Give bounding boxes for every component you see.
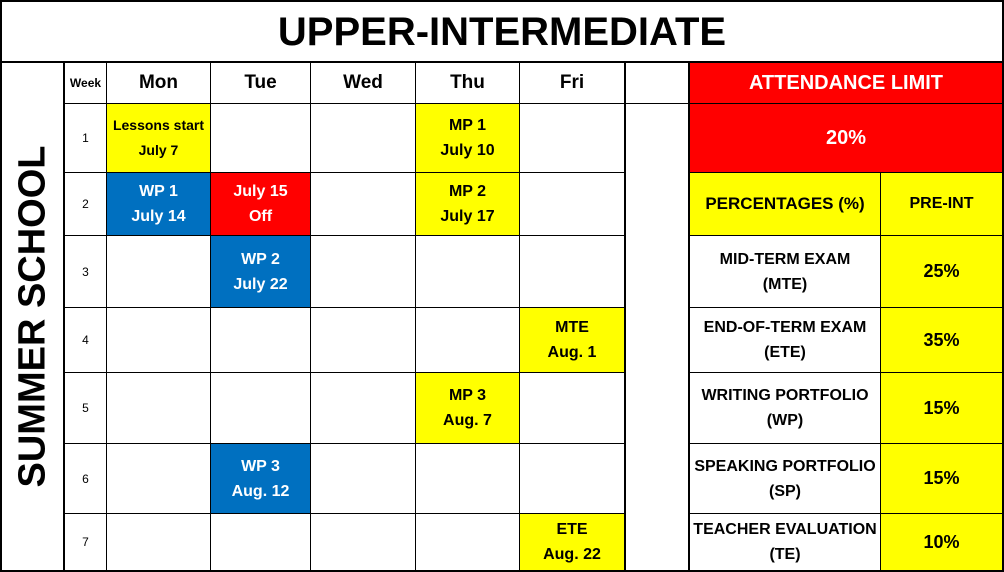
event-wp3 [211, 444, 310, 513]
grid-line [210, 63, 211, 572]
event-title: WP 2 [241, 250, 280, 268]
week-number: 5 [82, 401, 89, 415]
grading-item-name: END-OF-TERM EXAM [703, 319, 867, 336]
event-date: Aug. 12 [231, 482, 290, 500]
grid-line [690, 513, 1002, 514]
event-wp2 [211, 236, 310, 307]
grading-item-abbr: (TE) [769, 546, 801, 563]
percentages-header: PERCENTAGES (%) [690, 173, 880, 235]
grading-item-abbr: (MTE) [762, 275, 808, 293]
grid-line [0, 0, 2, 572]
grid-line [64, 235, 626, 236]
week-number: 3 [82, 264, 89, 279]
grading-item-abbr: (ETE) [764, 344, 806, 361]
week-number: 1 [82, 131, 89, 145]
attendance-limit-value: 20% [690, 104, 1002, 172]
event-wp1 [107, 173, 210, 235]
grid-line [690, 307, 1002, 308]
grading-item-abbr: (SP) [769, 482, 801, 500]
week-number: 7 [82, 535, 89, 549]
day-header-mon: Mon [138, 72, 179, 93]
grid-line [310, 63, 311, 572]
grading-item-value: 35% [881, 308, 1002, 372]
grading-item-label [690, 308, 880, 372]
event-title: MP 1 [448, 117, 487, 134]
grid-line [624, 63, 626, 572]
grid-line [690, 172, 1002, 173]
event-date: Off [248, 208, 273, 225]
event-day-off [211, 173, 310, 235]
page-title: UPPER-INTERMEDIATE [277, 9, 727, 54]
week-number: 2 [82, 197, 89, 211]
event-date: Aug. 22 [543, 546, 601, 563]
event-title: ETE [556, 521, 588, 538]
grading-item-label [690, 373, 880, 443]
week-number: 4 [82, 333, 89, 347]
event-title: Lessons start [112, 117, 205, 133]
grid-line [64, 443, 626, 444]
grid-line [690, 103, 1002, 104]
grading-item-name: MID-TERM EXAM [719, 250, 851, 268]
day-header-wed: Wed [343, 72, 383, 93]
event-date: Aug. 1 [547, 344, 597, 361]
grid-line [690, 443, 1002, 444]
event-date: July 17 [440, 208, 495, 225]
day-header-thu: Thu [450, 72, 485, 93]
attendance-limit-label: ATTENDANCE LIMIT [690, 63, 1002, 103]
grading-item-label [690, 236, 880, 307]
grid-line [64, 372, 626, 373]
event-mp3 [416, 373, 519, 443]
event-date: Aug. 7 [443, 412, 492, 429]
event-title: WP 3 [241, 457, 280, 475]
event-title: MP 2 [448, 183, 487, 200]
event-title: WP 1 [139, 183, 178, 200]
grid-line [690, 372, 1002, 373]
grading-item-label [690, 514, 880, 570]
event-mp1 [416, 104, 519, 172]
event-date: July 7 [138, 142, 179, 158]
grid-line [64, 172, 626, 173]
level-header: PRE-INT [881, 173, 1002, 235]
grid-line [0, 61, 1004, 63]
grading-item-name: SPEAKING PORTFOLIO [694, 457, 876, 475]
event-title: MP 3 [448, 387, 487, 404]
side-label [2, 63, 64, 570]
event-mp2 [416, 173, 519, 235]
grid-line [415, 63, 416, 572]
grading-item-name: TEACHER EVALUATION [693, 521, 877, 538]
event-title: July 15 [233, 183, 288, 200]
grid-line [106, 63, 107, 572]
day-header-fri: Fri [559, 72, 585, 93]
grading-item-value: 25% [881, 236, 1002, 307]
grading-item-label [690, 444, 880, 513]
event-date: July 10 [440, 142, 495, 159]
side-label-text: SUMMER SCHOOL [11, 145, 54, 488]
grid-line [690, 235, 1002, 236]
event-title: MTE [555, 319, 589, 336]
grading-item-value: 10% [881, 514, 1002, 570]
grid-line [64, 103, 626, 104]
week-header: Week [69, 76, 102, 90]
grid-line [64, 307, 626, 308]
event-ete [520, 514, 624, 570]
grading-item-name: WRITING PORTFOLIO [701, 387, 869, 404]
grid-line [688, 63, 690, 572]
week-number: 6 [82, 471, 89, 486]
grading-item-value: 15% [881, 444, 1002, 513]
grid-line [519, 63, 520, 572]
grading-item-value: 15% [881, 373, 1002, 443]
event-lessons-start [107, 104, 210, 172]
grid-line [63, 61, 65, 572]
grid-line [626, 103, 688, 104]
day-header-tue: Tue [244, 72, 277, 93]
event-date: July 14 [131, 208, 186, 225]
event-date: July 22 [233, 275, 288, 293]
grid-line [64, 513, 626, 514]
event-mte [520, 308, 624, 372]
grading-item-abbr: (WP) [766, 412, 804, 429]
grid-line [0, 0, 1004, 2]
